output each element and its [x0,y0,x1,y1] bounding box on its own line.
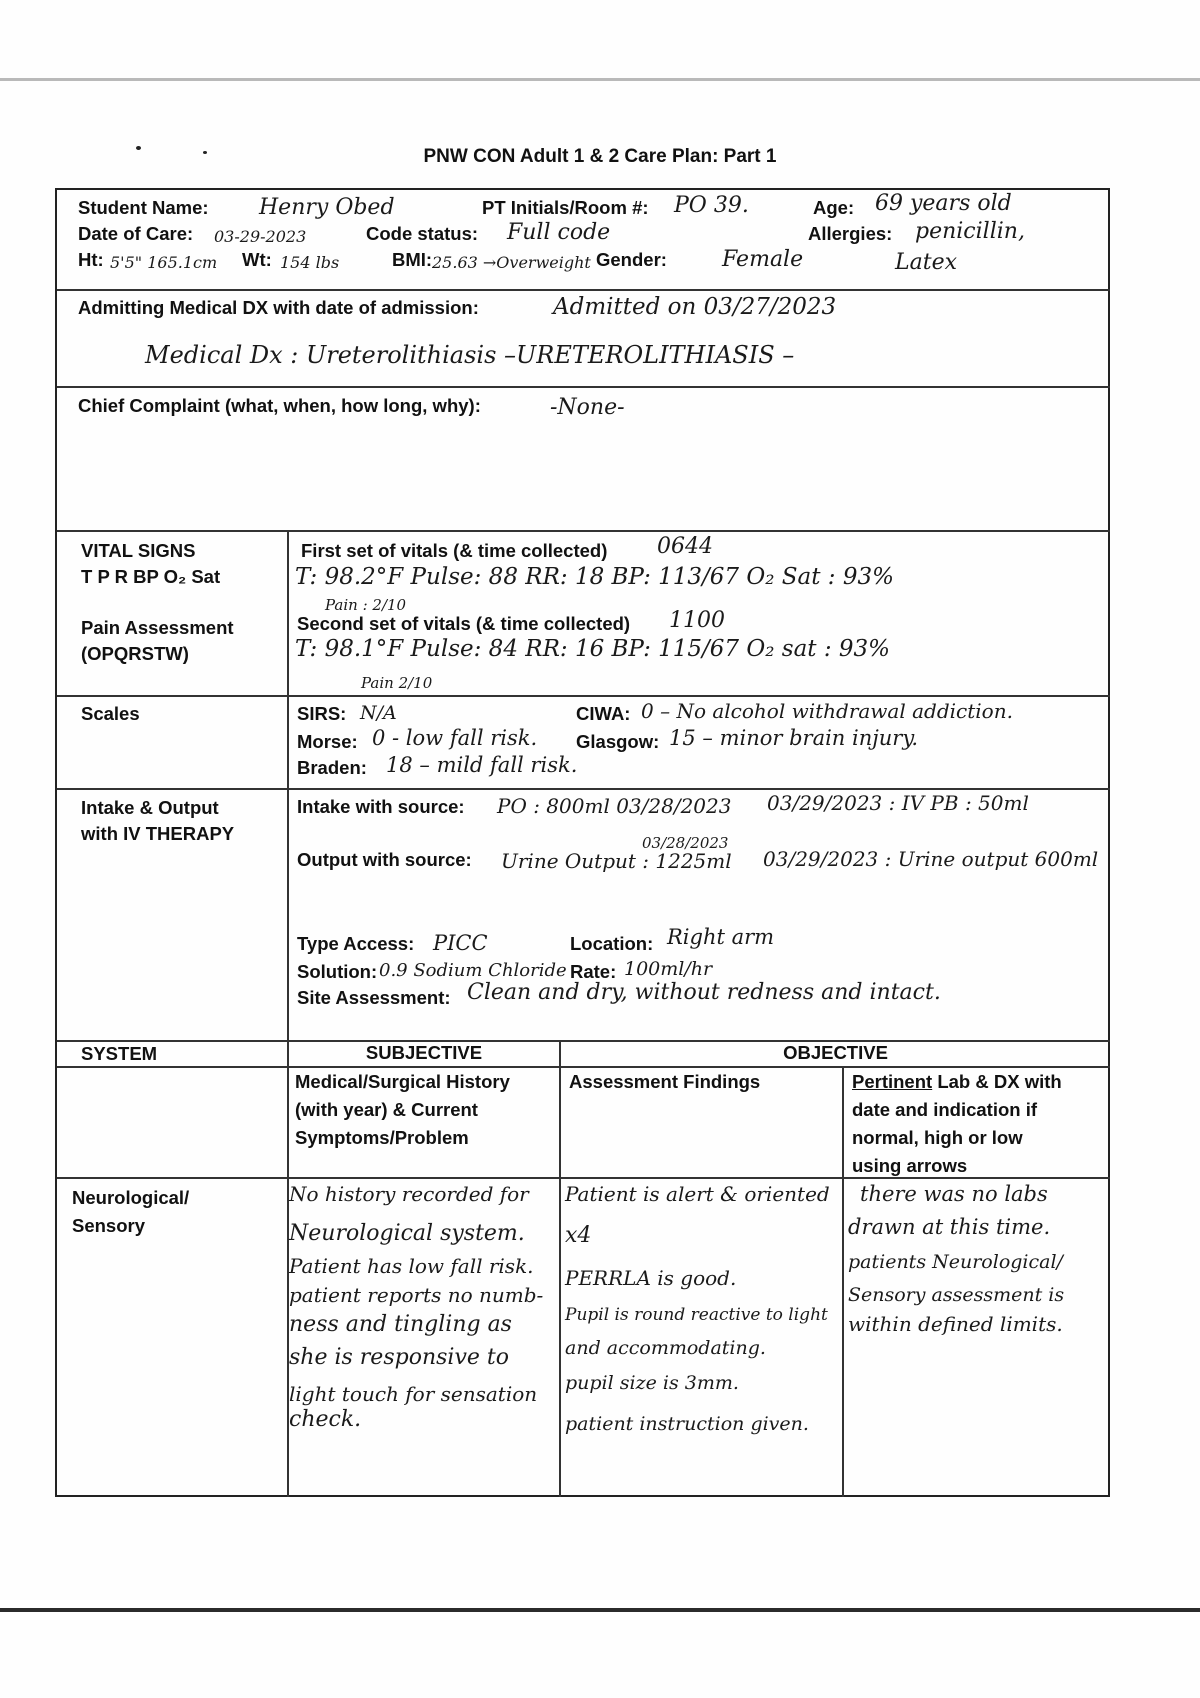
history-column-header-2: (with year) & Current [295,1099,478,1120]
solution-value: 0.9 Sodium Chloride [379,960,567,981]
admission-date-value: Admitted on 03/27/2023 [553,294,837,320]
page-top-edge [0,78,1200,81]
output-source-label: Output with source: [297,849,472,870]
intake-output-sublabel: with IV THERAPY [81,823,235,844]
pt-initials-value: PO 39. [674,193,749,218]
pain-assessment-label: Pain Assessment [81,617,234,638]
system-header: SYSTEM [81,1043,158,1064]
objective-header: OBJECTIVE [783,1042,888,1063]
history-column-header-3: Symptoms/Problem [295,1127,469,1148]
page-bottom-edge [0,1608,1200,1612]
row-divider [57,386,1110,388]
second-vitals-values: T: 98.1°F Pulse: 84 RR: 16 BP: 115/67 O₂ sat : 93% [295,636,891,662]
site-assessment-label: Site Assessment: [297,987,451,1008]
first-vitals-values: T: 98.2°F Pulse: 88 RR: 18 BP: 113/67 O₂ Sat : 93% [295,564,894,590]
handwritten-line: Sensory assessment is [848,1284,1065,1306]
student-name-value: Henry Obed [259,195,395,220]
labs-column-header-3: normal, high or low [852,1127,1023,1148]
allergies-label: Allergies: [808,223,893,244]
weight-value: 154 lbs [280,253,340,272]
handwritten-line: patient instruction given. [565,1413,809,1435]
second-pain-value: Pain 2/10 [361,674,433,692]
labs-column-header [852,1070,1062,1094]
second-vitals-label: Second set of vitals (& time collected) [297,613,631,634]
height-value: 5'5" 165.1cm [110,253,218,272]
location-value: Right arm [667,925,775,949]
medical-dx-value: Medical Dx : Ureterolithiasis –URETEROLITHIASIS – [145,341,795,369]
allergies-value: penicillin, [915,219,1025,244]
vital-signs-label: VITAL SIGNS [81,540,196,561]
history-column-header: Medical/Surgical History [295,1071,510,1092]
access-type-value: PICC [433,931,488,955]
code-status-label: Code status: [366,223,479,244]
handwritten-line: and accommodating. [565,1337,766,1359]
code-status-value: Full code [507,220,611,245]
assessment-column-header: Assessment Findings [569,1071,761,1092]
solution-label: Solution: [297,961,378,982]
location-label: Location: [570,933,654,954]
intake-value-1: PO : 800ml 03/28/2023 [497,794,732,818]
column-divider [559,1040,561,1497]
handwritten-line: within defined limits. [848,1312,1063,1336]
vital-signs-sublabel: T P R BP O₂ Sat [81,566,221,587]
weight-label: Wt: [242,249,272,270]
handwritten-line: pupil size is 3mm. [565,1372,739,1394]
page-title: PNW CON Adult 1 & 2 Care Plan: Part 1 [423,146,777,167]
handwritten-line: x4 [565,1223,592,1248]
age-value: 69 years old [875,191,1012,216]
row-divider [57,530,1110,532]
handwritten-line: patients Neurological/ [848,1251,1063,1273]
bmi-value: 25.63 →Overweight [432,253,591,272]
row-divider [57,289,1110,291]
row-divider [57,1066,1110,1068]
first-vitals-label: First set of vitals (& time collected) [301,540,608,561]
intake-output-label: Intake & Output [81,797,219,818]
braden-label: Braden: [297,757,367,778]
gender-value: Female [722,247,804,272]
labs-column-header-2: date and indication if [852,1099,1038,1120]
student-name-label: Student Name: [78,197,209,218]
admitting-dx-label: Admitting Medical DX with date of admission: [78,297,479,318]
neuro-system-label: Neurological/ [72,1187,190,1208]
handwritten-line: Pupil is round reactive to light [565,1305,828,1325]
handwritten-line: Patient has low fall risk. [289,1254,534,1278]
pt-initials-label: PT Initials/Room #: [482,197,649,218]
morse-value: 0 - low fall risk. [372,726,538,750]
output-value-2: 03/29/2023 : Urine output 600ml [763,847,1099,871]
subjective-header: SUBJECTIVE [365,1042,483,1063]
allergies-value-2: Latex [895,250,957,275]
handwritten-line: drawn at this time. [848,1215,1051,1239]
braden-value: 18 – mild fall risk. [386,753,578,777]
output-value-1: Urine Output : 1225ml [501,849,732,873]
access-type-label: Type Access: [297,933,415,954]
gender-label: Gender: [596,249,667,270]
date-of-care-value: 03-29-2023 [214,227,307,246]
pertinent-underlined: Pertinent [852,1071,933,1092]
glasgow-value: 15 – minor brain injury. [669,726,919,750]
intake-source-label: Intake with source: [297,796,465,817]
handwritten-line: patient reports no numb- [289,1283,544,1307]
neuro-subjective-text [289,1180,559,1432]
handwritten-line: Neurological system. [289,1221,525,1246]
ciwa-value: 0 – No alcohol withdrawal addiction. [641,699,1013,723]
rate-label: Rate: [570,961,617,982]
handwritten-line: she is responsive to [289,1345,509,1370]
labs-header-rest: Lab & DX with [932,1071,1062,1092]
neuro-labs-text [848,1180,1110,1336]
chief-complaint-value: -None- [550,395,625,420]
neuro-assessment-text [565,1180,845,1435]
first-vitals-time: 0644 [657,534,713,559]
row-divider [57,695,1110,697]
output-date-1: 03/28/2023 [642,834,729,852]
second-vitals-time: 1100 [669,608,725,633]
first-pain-value: Pain : 2/10 [325,596,407,614]
sirs-value: N/A [360,702,397,724]
handwritten-line: PERRLA is good. [565,1266,737,1290]
handwritten-line: ness and tingling as [289,1312,512,1337]
handwritten-line: check. [289,1407,362,1432]
sirs-label: SIRS: [297,703,347,724]
height-label: Ht: [78,249,104,270]
age-label: Age: [813,197,855,218]
date-of-care-label: Date of Care: [78,223,194,244]
handwritten-line: Patient is alert & oriented [565,1182,830,1206]
ciwa-label: CIWA: [576,703,631,724]
chief-complaint-label: Chief Complaint (what, when, how long, why): [78,395,481,416]
handwritten-line: No history recorded for [289,1182,529,1206]
morse-label: Morse: [297,731,358,752]
handwritten-line: there was no labs [860,1182,1048,1206]
handwritten-line: light touch for sensation [289,1382,538,1406]
glasgow-label: Glasgow: [576,731,660,752]
neuro-system-label-2: Sensory [72,1215,146,1236]
intake-value-2: 03/29/2023 : IV PB : 50ml [767,791,1029,815]
site-assessment-value: Clean and dry, without redness and intact. [467,980,941,1005]
pain-assessment-sublabel: (OPQRSTW) [81,643,189,664]
rate-value: 100ml/hr [624,958,713,980]
care-plan-form [55,188,1110,1497]
labs-column-header-4: using arrows [852,1155,968,1176]
bmi-label: BMI: [392,249,433,270]
scales-label: Scales [81,703,140,724]
